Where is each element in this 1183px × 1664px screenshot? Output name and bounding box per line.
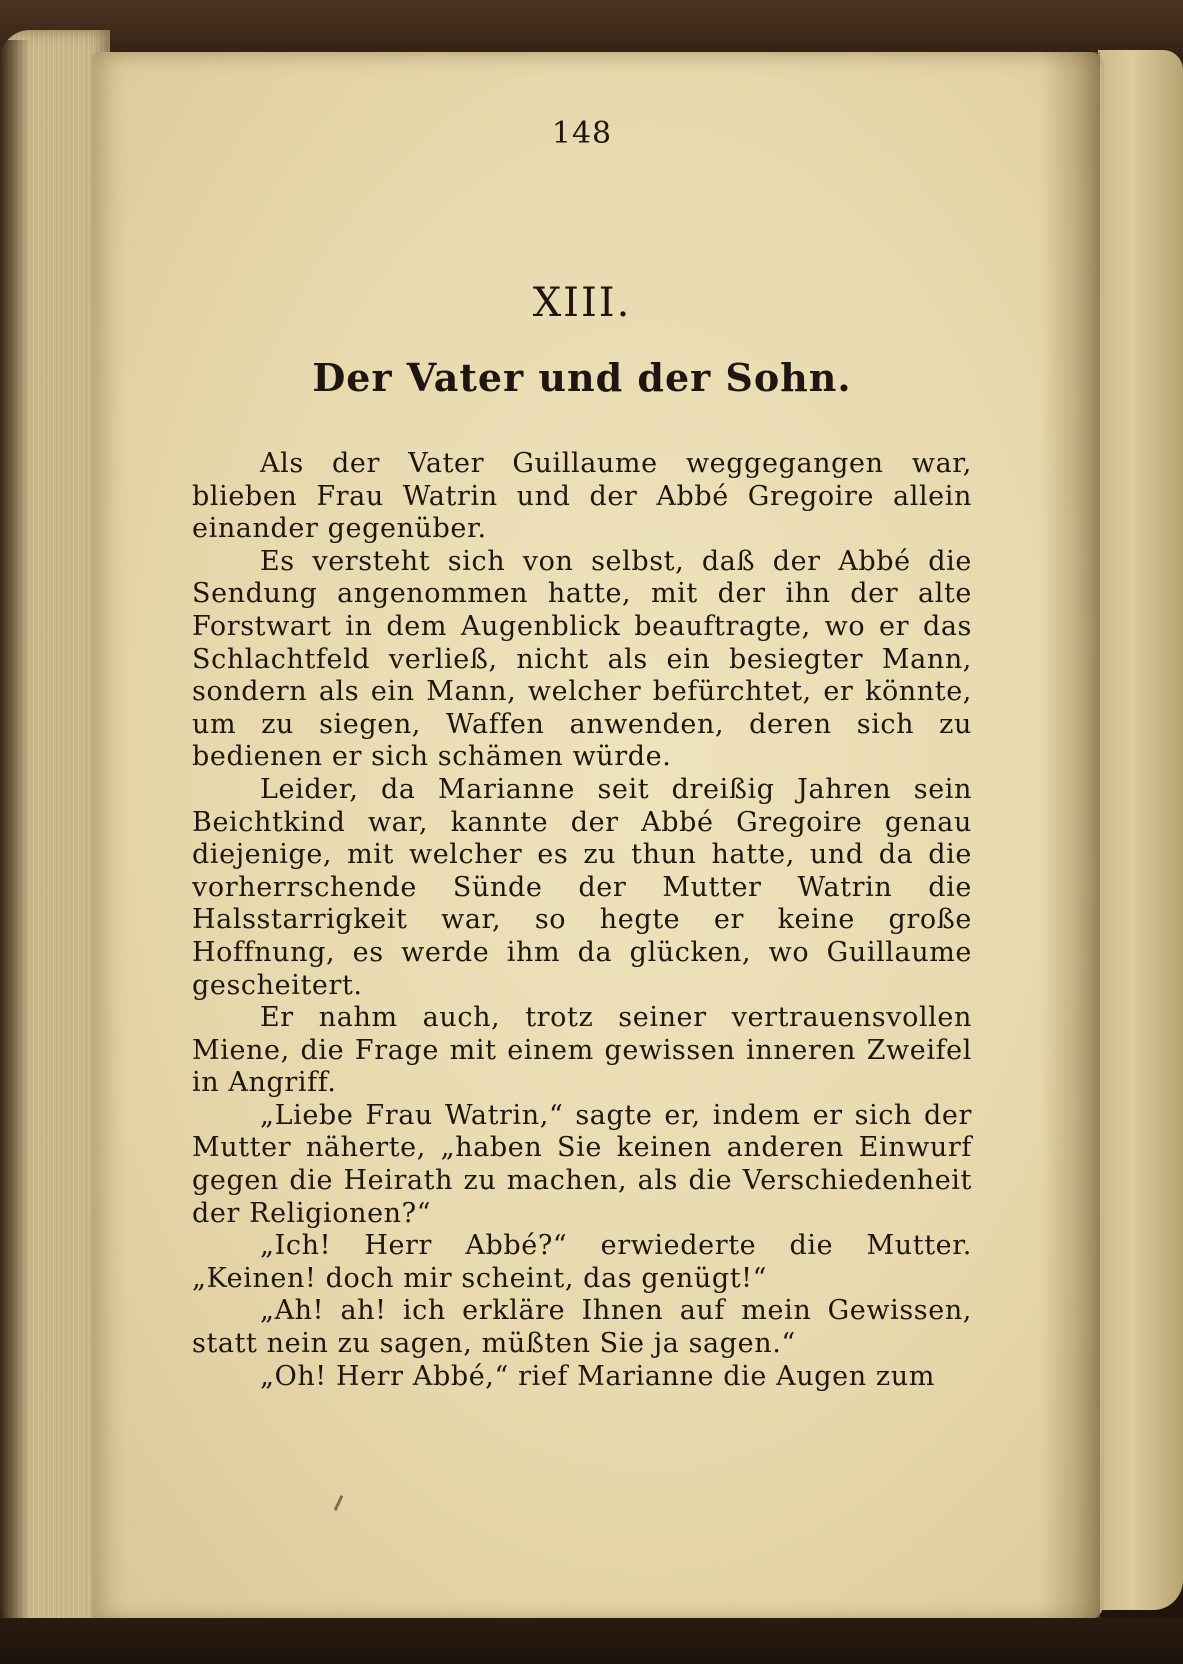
paragraph: „Liebe Frau Watrin,“ sagte er, indem er sich der Mutter näherte, „haben Sie keinen anderen Einwurf gegen die Heirath zu machen, als die Verschiedenheit der Religionen?“ [192, 1099, 972, 1229]
book-cover-top [0, 0, 1183, 60]
page-gutter [1040, 52, 1100, 1622]
chapter-number: XIII. [532, 280, 632, 326]
chapter-title: Der Vater und der Sohn. [312, 355, 852, 400]
paragraph: Als der Vater Guillaume weggegangen war, blieben Frau Watrin und der Abbé Gregoire allein einander gegenüber. [192, 448, 972, 545]
page-number: 148 [551, 116, 613, 151]
paragraph: Es versteht sich von selbst, daß der Abbé die Sendung angenommen hatte, mit der ihn der alte Forstwart in dem Augenblick beauftragte, wo er das Schlachtfeld verließ, nicht als ein besiegter Mann, sondern als ein Mann, welcher befürchtet, er könnte, um zu siegen, Waffen anwenden, deren sich zu bedienen er sich schämen würde. [192, 545, 972, 773]
paragraph: „Ah! ah! ich erkläre Ihnen auf mein Gewissen, statt nein zu sagen, müßten Sie ja sagen.“ [192, 1295, 972, 1360]
body-text [192, 448, 972, 1393]
binding-shadow [0, 40, 30, 1640]
paragraph: Er nahm auch, trotz seiner vertrauensvollen Miene, die Frage mit einem gewissen inneren Zweifel in Angriff. [192, 1002, 972, 1099]
paragraph: Leider, da Marianne seit dreißig Jahren sein Beichtkind war, kannte der Abbé Gregoire genau diejenige, mit welcher es zu thun hatte, und da die vorherrschende Sünde der Mutter Watrin die Halsstarrigkeit war, so hegte er keine große Hoffnung, es werde ihm da glücken, wo Guillaume gescheitert. [192, 773, 972, 1001]
paragraph: „Ich! Herr Abbé?“ erwiederte die Mutter. „Keinen! doch mir scheint, das genügt!“ [192, 1230, 972, 1294]
book-cover-bottom [0, 1618, 1183, 1664]
paragraph: „Oh! Herr Abbé,“ rief Marianne die Augen zum [260, 1360, 935, 1392]
facing-page-edge [1098, 50, 1183, 1610]
